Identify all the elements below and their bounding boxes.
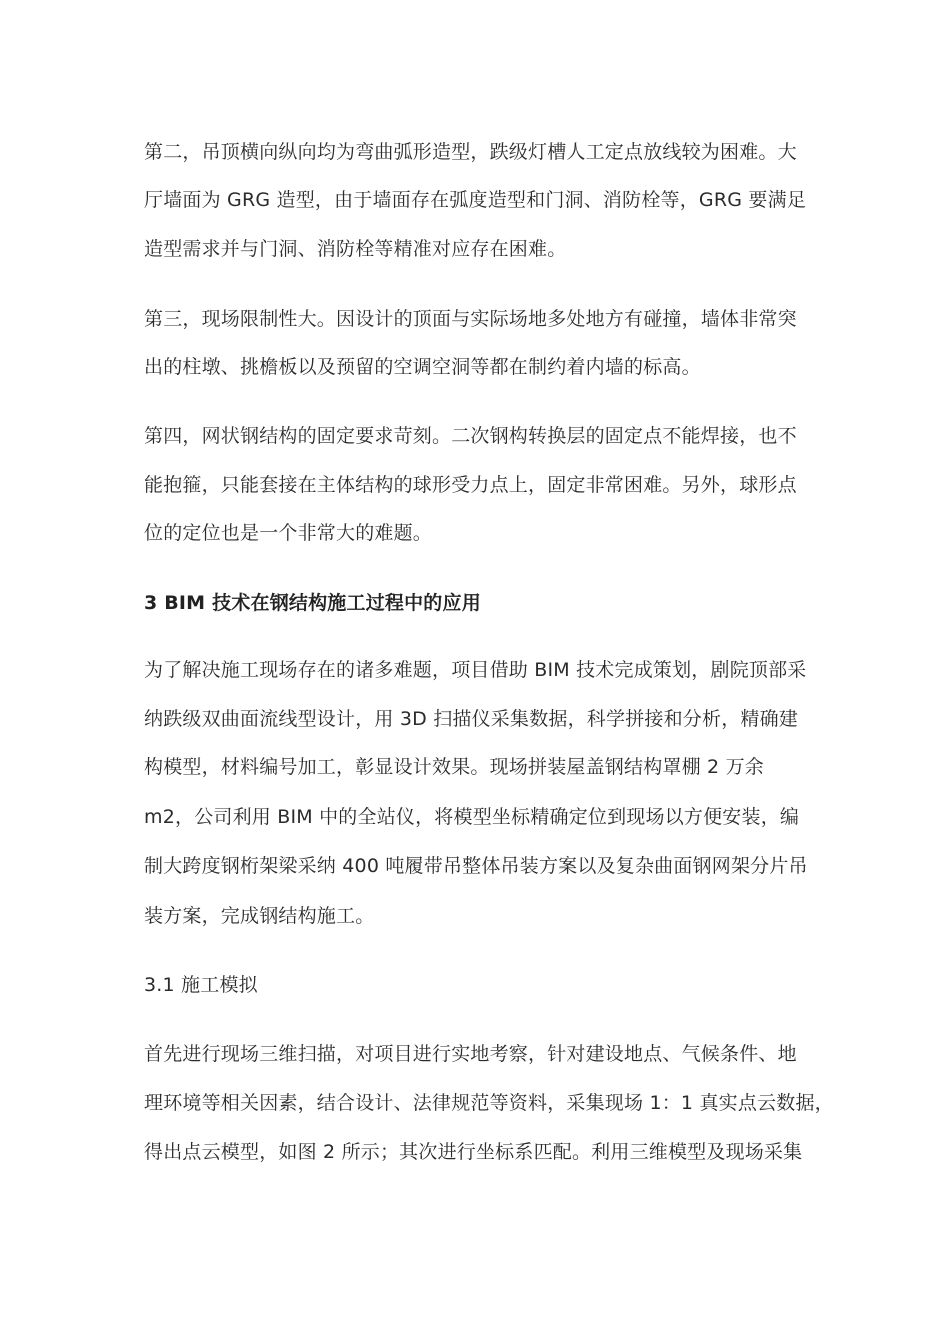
- section-heading: 3 BIM 技术在钢结构施工过程中的应用: [144, 592, 481, 614]
- paragraph-5-line-2: 理环境等相关因素，结合设计、法律规范等资料，采集现场 1：1 真实点云数据，: [144, 1092, 834, 1114]
- subsection-heading: 3.1 施工模拟: [144, 974, 258, 996]
- paragraph-4-line-1: 为了解决施工现场存在的诸多难题，项目借助 BIM 技术完成策划，剧院顶部采: [144, 659, 807, 681]
- paragraph-4-line-2: 纳跌级双曲面流线型设计，用 3D 扫描仪采集数据，科学拼接和分析，精确建: [144, 708, 798, 730]
- paragraph-5-line-1: 首先进行现场三维扫描，对项目进行实地考察，针对建设地点、气候条件、地: [144, 1043, 797, 1065]
- paragraph-4-line-6: 装方案，完成钢结构施工。: [144, 905, 375, 927]
- paragraph-3-line-1: 第四，网状钢结构的固定要求苛刻。二次钢构转换层的固定点不能焊接，也不: [144, 425, 797, 447]
- paragraph-3-line-3: 位的定位也是一个非常大的难题。: [144, 522, 433, 544]
- paragraph-1-line-2: 厅墙面为 GRG 造型，由于墙面存在弧度造型和门洞、消防栓等，GRG 要满足: [144, 189, 807, 211]
- paragraph-4-line-4: m2，公司利用 BIM 中的全站仪，将模型坐标精确定位到现场以方便安装，编: [144, 806, 800, 828]
- paragraph-1-line-3: 造型需求并与门洞、消防栓等精准对应存在困难。: [144, 238, 567, 260]
- paragraph-2-line-2: 出的柱墩、挑檐板以及预留的空调空洞等都在制约着内墙的标高。: [144, 356, 701, 378]
- paragraph-1-line-1: 第二，吊顶横向纵向均为弯曲弧形造型，跌级灯槽人工定点放线较为困难。大: [144, 141, 797, 163]
- paragraph-5-line-3: 得出点云模型，如图 2 所示；其次进行坐标系匹配。利用三维模型及现场采集: [144, 1141, 803, 1163]
- paragraph-3-line-2: 能抱箍，只能套接在主体结构的球形受力点上，固定非常困难。另外，球形点: [144, 474, 797, 496]
- paragraph-4-line-5: 制大跨度钢桁架梁采纳 400 吨履带吊整体吊装方案以及复杂曲面钢网架分片吊: [144, 855, 808, 877]
- paragraph-4-line-3: 构模型，材料编号加工，彰显设计效果。现场拼装屋盖钢结构罩棚 2 万余: [144, 756, 764, 778]
- paragraph-2-line-1: 第三，现场限制性大。因设计的顶面与实际场地多处地方有碰撞，墙体非常突: [144, 308, 797, 330]
